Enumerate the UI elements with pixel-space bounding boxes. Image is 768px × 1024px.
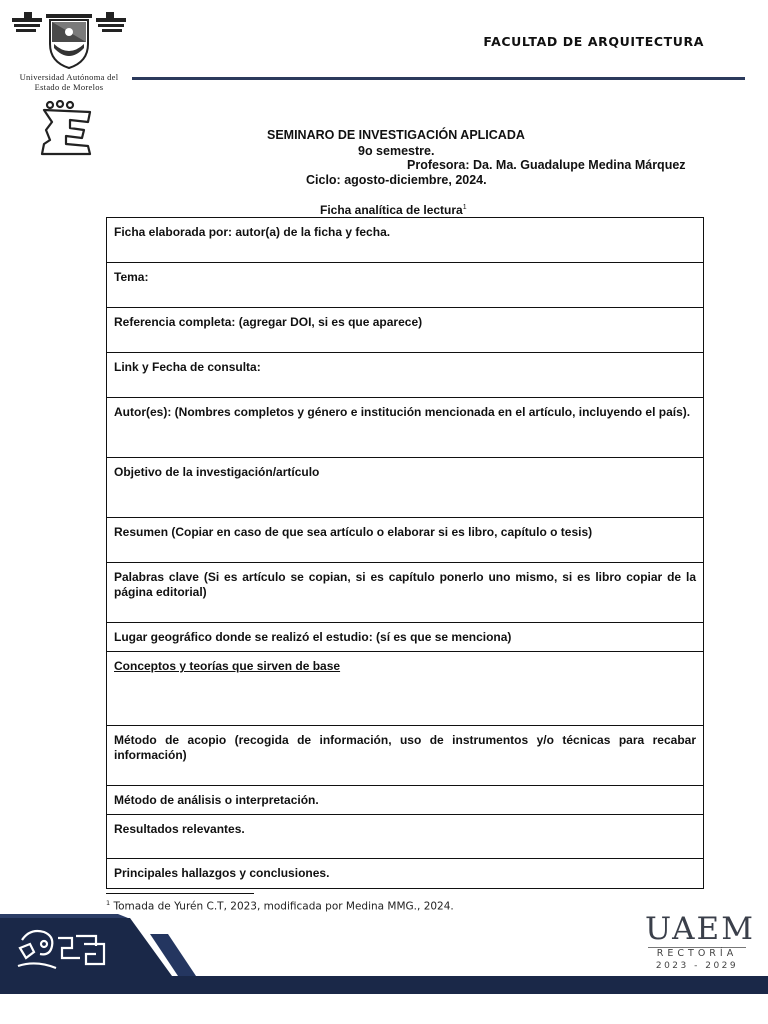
table-row (107, 859, 704, 889)
university-name-line1: Universidad Autónoma del (19, 72, 119, 82)
university-name-line2: Estado de Morelos (34, 82, 104, 92)
concepts-label: Conceptos y teorías que sirven de base (114, 659, 341, 673)
table-row (107, 458, 704, 518)
form-field-keywords[interactable]: Palabras clave (Si es artículo se copian, si es capítulo ponerlo uno mismo, si es libro copiar de la página editorial) (107, 563, 704, 623)
footnote (106, 899, 454, 913)
semester-line: 9o semestre. (358, 144, 435, 158)
footnote-reference: 1 (462, 204, 467, 211)
form-field-concepts[interactable] (107, 652, 704, 726)
form-field-reference[interactable]: Referencia completa: (agregar DOI, si es que aparece) (107, 308, 704, 353)
table-row (107, 353, 704, 398)
table-row (107, 398, 704, 458)
form-field-findings[interactable]: Principales hallazgos y conclusiones. (107, 859, 704, 889)
faculty-glyph-icon (36, 100, 94, 158)
university-crest-logo (10, 10, 128, 72)
form-field-objective[interactable]: Objetivo de la investigación/artículo (107, 458, 704, 518)
table-row (107, 726, 704, 786)
form-field-authors[interactable]: Autor(es): (Nombres completos y género e institución mencionada en el artículo, incluyendo el país). (107, 398, 704, 458)
table-row (107, 518, 704, 563)
table-row (107, 218, 704, 263)
footnote-separator (106, 893, 254, 894)
form-field-link-date[interactable]: Link y Fecha de consulta: (107, 353, 704, 398)
seminar-title: SEMINARO DE INVESTIGACIÓN APLICADA (267, 128, 525, 142)
form-field-collection-method[interactable]: Método de acopio (recogida de información, uso de instrumentos y/o técnicas para recabar información) (107, 726, 704, 786)
form-field-location[interactable]: Lugar geográfico donde se realizó el estudio: (sí es que se menciona) (107, 623, 704, 652)
table-row (107, 815, 704, 859)
rectoria-years: 2023 - 2029 (655, 961, 739, 971)
table-row (107, 263, 704, 308)
form-title-text: Ficha analítica de lectura (320, 203, 463, 217)
form-field-analysis-method[interactable]: Método de análisis o interpretación. (107, 786, 704, 815)
university-name (8, 72, 130, 92)
table-row (107, 786, 704, 815)
rectoria-logo-text: UAEM (645, 911, 755, 947)
header-rule (132, 77, 745, 80)
table-row (107, 563, 704, 623)
form-field-results[interactable]: Resultados relevantes. (107, 815, 704, 859)
reading-form-table (106, 217, 704, 889)
table-row (107, 623, 704, 652)
professor-line: Profesora: Da. Ma. Guadalupe Medina Márquez (407, 158, 686, 172)
form-title (320, 203, 467, 217)
footnote-text: Tomada de Yurén C.T, 2023, modificada por Medina MMG., 2024. (113, 900, 454, 913)
rectoria-label: RECTORÍA (656, 948, 738, 959)
form-field-author-date[interactable]: Ficha elaborada por: autor(a) de la ficha y fecha. (107, 218, 704, 263)
footnote-mark: 1 (106, 899, 111, 907)
faculty-name: FACULTAD DE ARQUITECTURA (483, 34, 704, 49)
table-row (107, 308, 704, 353)
table-row (107, 652, 704, 726)
cycle-line: Ciclo: agosto-diciembre, 2024. (306, 173, 487, 187)
footer-bottom-bar (0, 976, 768, 994)
form-field-topic[interactable]: Tema: (107, 263, 704, 308)
form-field-summary[interactable]: Resumen (Copiar en caso de que sea artículo o elaborar si es libro, capítulo o tesis) (107, 518, 704, 563)
